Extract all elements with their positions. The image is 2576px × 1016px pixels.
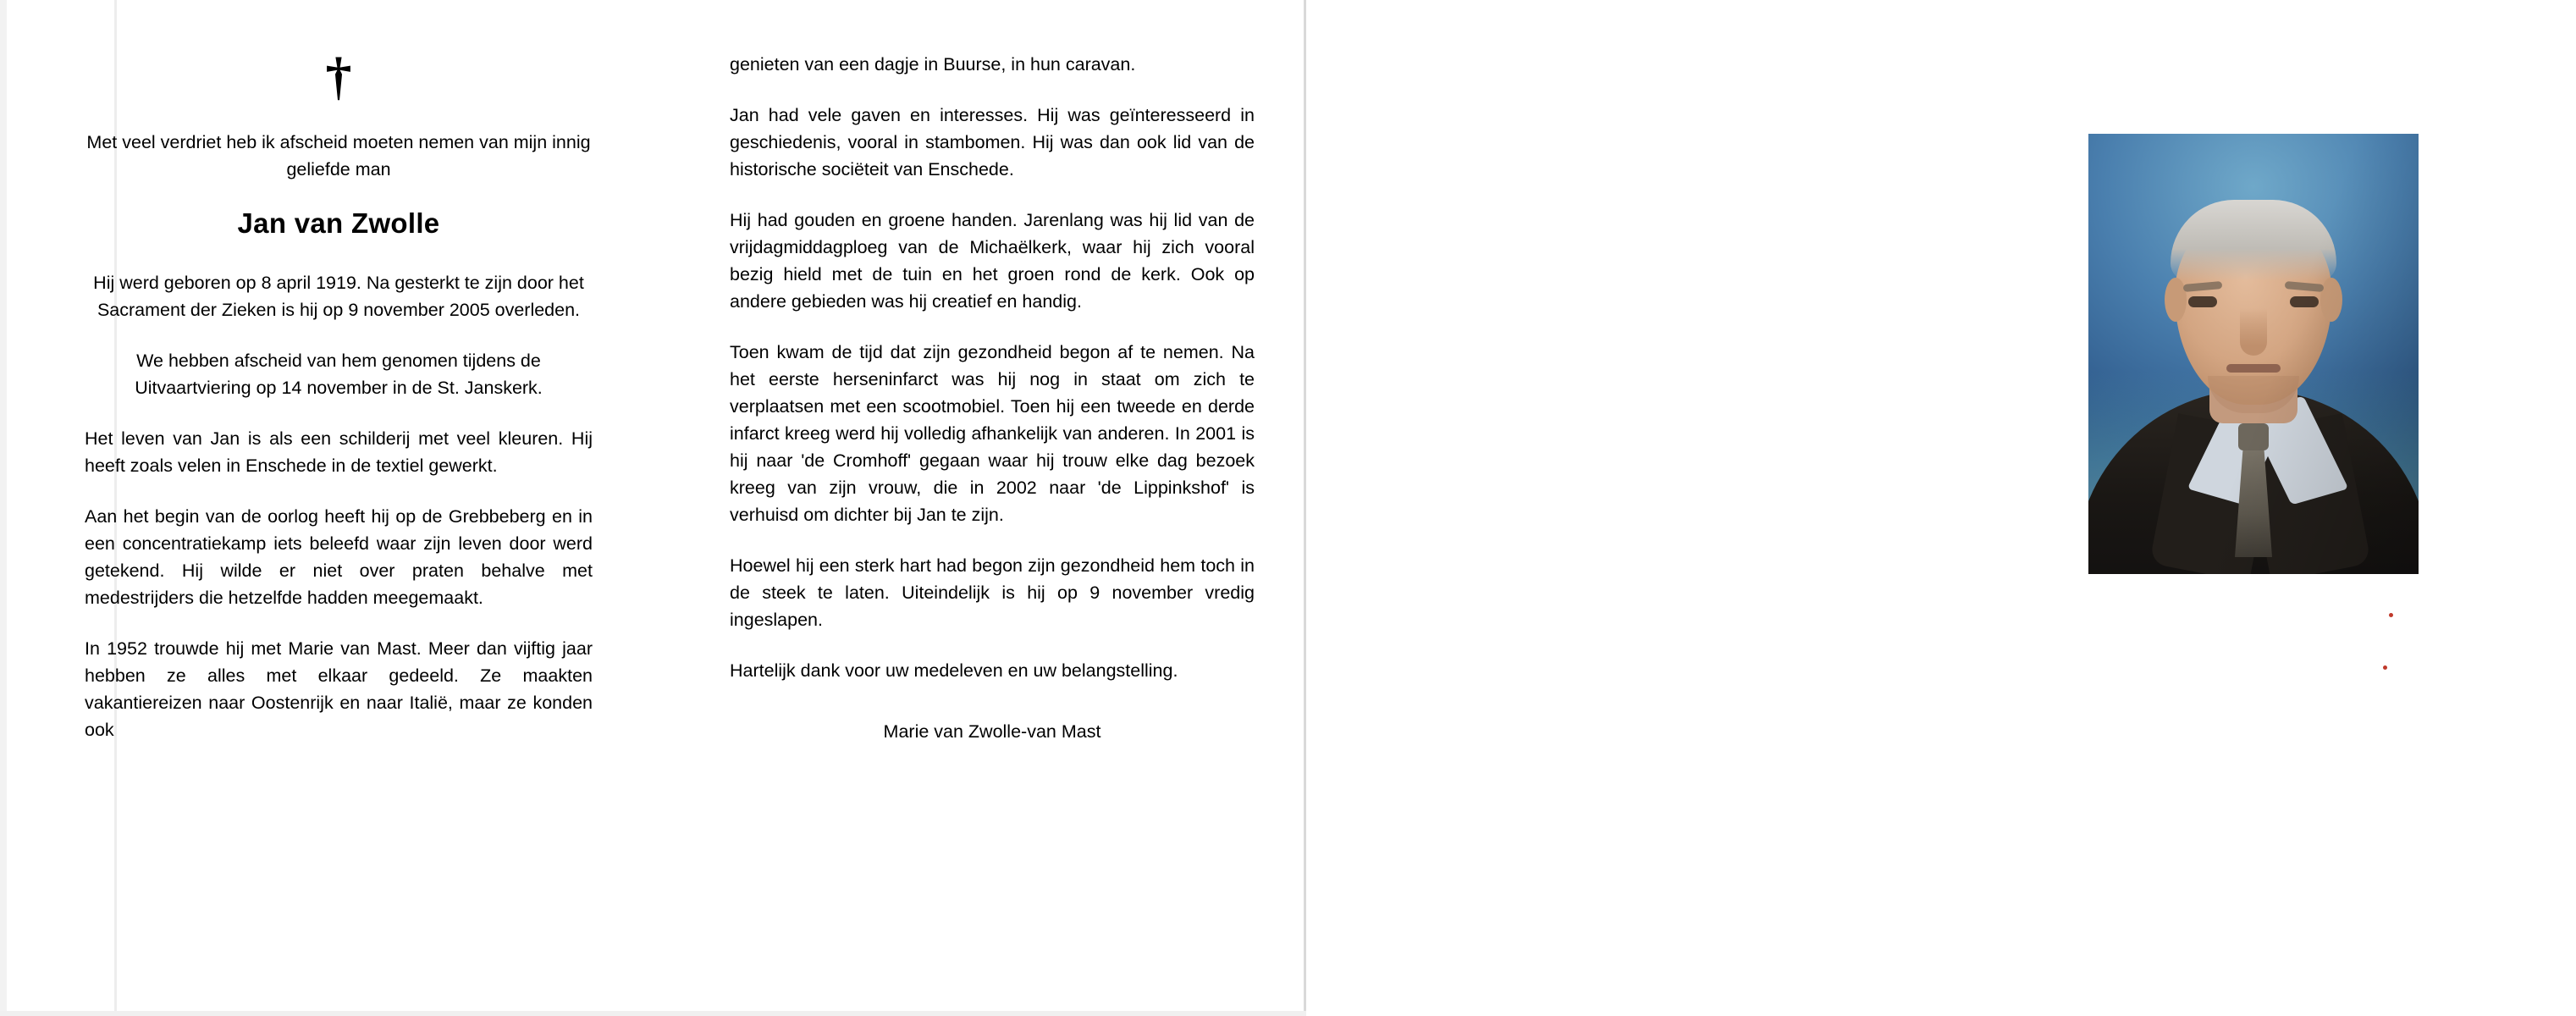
intro-text: Met veel verdriet heb ik afscheid moeten nemen van mijn innig geliefde man: [86, 132, 591, 179]
text-column-left: [85, 48, 593, 767]
deceased-name: Jan van Zwolle: [237, 207, 440, 239]
paragraph: Jan had vele gaven en interesses. Hij was geïnteresseerd in geschiedenis, vooral in stambomen. Hij was dan ook lid van de historische sociëteit van Enschede.: [730, 105, 1255, 179]
paragraph: Hoewel hij een sterk hart had begon zijn gezondheid hem toch in de steek te laten. Uiteindelijk is hij op 9 november vredig ingeslapen.: [730, 555, 1255, 630]
portrait-shading: [2088, 134, 2419, 574]
scan-speck: [2383, 665, 2387, 670]
scan-speck: [2389, 613, 2393, 617]
text-column-right: [730, 51, 1255, 769]
paragraph: Hartelijk dank voor uw medeleven en uw belangstelling.: [730, 660, 1178, 681]
farewell-text: We hebben afscheid van hem genomen tijdens de Uitvaartviering op 14 november in de St. Janskerk.: [135, 351, 543, 398]
paragraph: genieten van een dagje in Buurse, in hun caravan.: [730, 54, 1136, 75]
paragraph: Aan het begin van de oorlog heeft hij op de Grebbeberg en in een concentratiekamp iets beleefd waar zijn leven door werd getekend. Hij wilde er niet over praten behalve met medestrijders die hetzelfde hadden meegemaakt.: [85, 506, 593, 608]
paragraph: Toen kwam de tijd dat zijn gezondheid begon af te nemen. Na het eerste herseninfarct was hij nog in staat om zich te verplaatsen met een scootmobiel. Toen hij een tweede en derde infarct kreeg werd hij volledig afhankelijk van anderen. In 2001 is hij naar 'de Cromhoff' gegaan waar hij trouw elke dag bezoek kreeg van zijn vrouw, die in 2002 naar 'de Lippinkshof' is verhuisd om dichter bij Jan te zijn.: [730, 342, 1255, 525]
birth-death-text: Hij werd geboren op 8 april 1919. Na gesterkt te zijn door het Sacrament der Zieken is hij op 9 november 2005 overleden.: [93, 273, 584, 320]
paragraph: Hij had gouden en groene handen. Jarenlang was hij lid van de vrijdagmiddagploeg van de Michaëlkerk, waar hij zich vooral bezig hield met de tuin en het groen rond de kerk. Ook op andere gebieden was hij creatief en handig.: [730, 210, 1255, 312]
cross-icon: †: [325, 48, 352, 106]
signature-text: Marie van Zwolle-van Mast: [883, 721, 1101, 742]
paragraph: Het leven van Jan is als een schilderij met veel kleuren. Hij heeft zoals velen in Enschede in de textiel gewerkt.: [85, 428, 593, 476]
paragraph: In 1952 trouwde hij met Marie van Mast. Meer dan vijftig jaar hebben ze alles met elkaar gedeeld. Ze maakten vakantiereizen naar Oostenrijk en naar Italië, maar ze konden ook: [85, 638, 593, 740]
portrait-photo: [2088, 134, 2419, 574]
card-photo-leaf: [1306, 0, 2576, 1016]
